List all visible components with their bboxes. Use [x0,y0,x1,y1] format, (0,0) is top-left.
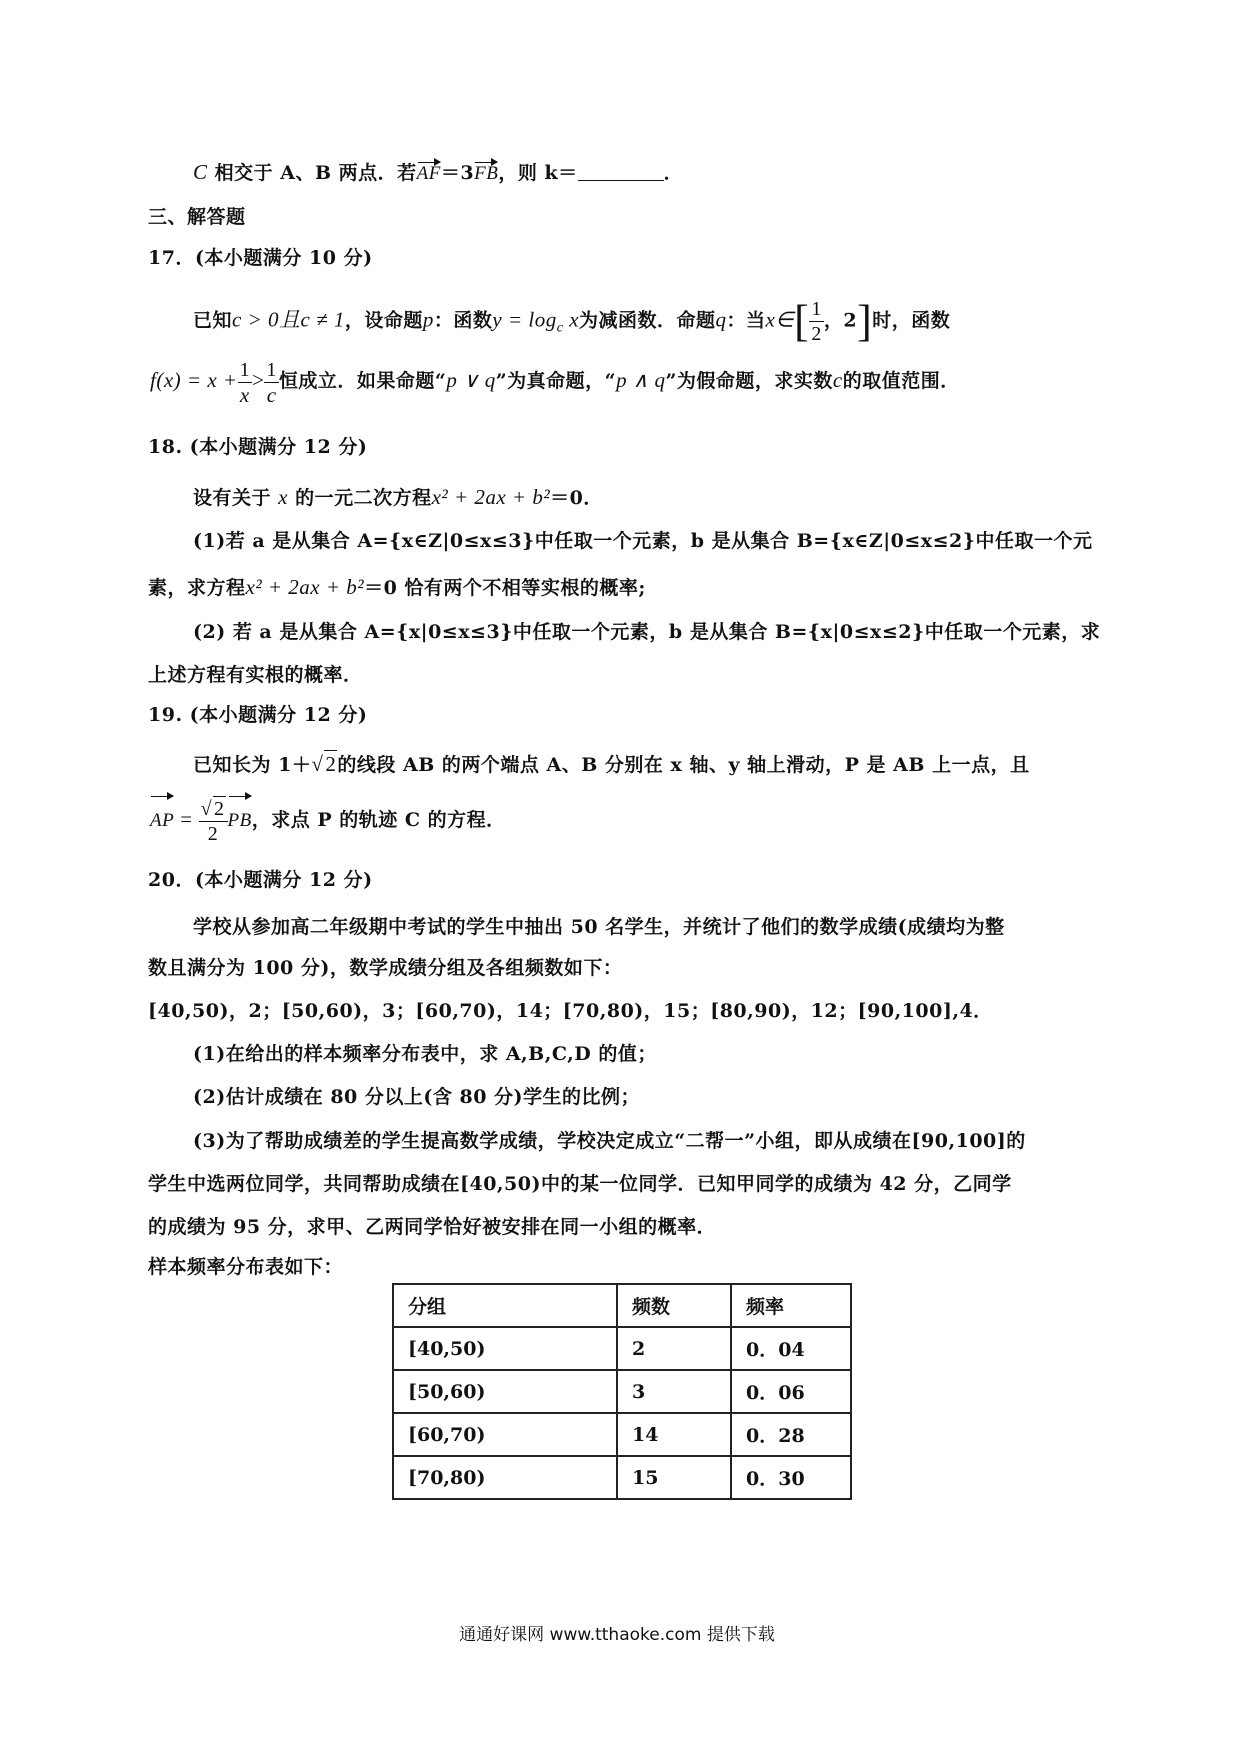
table-cell: 0．04 [731,1327,851,1370]
q20-line-5: (2)估计成绩在 80 分以上(含 80 分)学生的比例； [193,1086,641,1108]
q17-line-1: 已知c > 0且c ≠ 1，设命题p：函数$y = \log_c x$为减函数．命题q：当x∈[ $\frac{1}{2}$ ，2]时，函数 [193,296,951,346]
frequency-table [392,1283,852,1500]
footer-source: 通通好课网 www.tthaoke.com 提供下载 [459,1625,775,1645]
answer-blank [578,160,664,181]
fraction-one-over-c: $\frac{1}{c}$ [266,358,277,407]
q20-line-2: 数且满分为 100 分)，数学成绩分组及各组频数如下： [148,957,623,979]
table-cell: 15 [617,1456,731,1499]
q20-line-8: 的成绩为 95 分，求甲、乙两同学恰好被安排在同一小组的概率． [148,1216,717,1238]
q16-text: ． [663,162,684,184]
table-cell: [70,80) [393,1456,617,1499]
table-cell: 3 [617,1370,731,1413]
q20-line-1: 学校从参加高二年级期中考试的学生中抽出 50 名学生，并统计了他们的数学成绩(成绩均为整 [193,916,1005,938]
q20-line-3: [40,50)，2；[50,60)，3；[60,70)，14；[70,80)，15；[80,90)，12；[90,100],4． [148,1000,993,1022]
q16-text: C [193,160,208,184]
table-cell: 0．28 [731,1413,851,1456]
table-cell: [60,70) [393,1413,617,1456]
section-title: 三、解答题 [148,206,246,228]
q20-line-4: (1)在给出的样本频率分布表中，求 A,B,C,D 的值； [193,1043,657,1065]
table-cell: 2 [617,1327,731,1370]
q18-line-2: (1)若 a 是从集合 A={x∈Z|0≤x≤3}中任取一个元素，b 是从集合 B={x∈Z|0≤x≤2}中任取一个元 [193,530,1093,552]
q19-line-1: 已知长为 1＋√2的线段 AB 的两个端点 A、B 分别在 x 轴、y 轴上滑动，P 是 AB 上一点，且 [193,752,1030,776]
q20-line-9: 样本频率分布表如下： [148,1256,344,1278]
q19-line-2: AP = $\frac{√ 2}{2}$ PB，求点 P 的轨迹 C 的方程． [150,793,506,847]
q16-text: ＝3 [440,162,475,184]
q16-text: 相交于 A、B 两点．若 [207,162,417,184]
fraction-one-over-x: $\frac{1}{x}$ [239,358,251,407]
q20-line-6: (3)为了帮助成绩差的学生提高数学成绩，学校决定成立“二帮一”小组，即从成绩在[90,100]的 [193,1130,1026,1152]
fraction-root2-over-2: $\frac{√ 2}{2}$ [199,796,228,846]
q18-line-1: 设有关于 x 的一元二次方程x² + 2ax + b²＝0． [193,485,603,509]
vector-af: AF [417,161,441,187]
q18-line-5: 上述方程有实根的概率． [148,664,363,686]
q19-heading: 19. (本小题满分 12 分) [148,704,368,726]
sqrt-two: 2 [325,752,337,776]
table-header-cell: 频率 [731,1284,851,1327]
q20-line-7: 学生中选两位同学，共同帮助成绩在[40,50)中的某一位同学．已知甲同学的成绩为 42 分，乙同学 [148,1173,1012,1195]
table-row [393,1327,851,1370]
q18-line-3: 素，求方程x² + 2ax + b²＝0 恰有两个不相等实根的概率; [148,575,646,599]
vector-ap: AP [150,795,174,847]
table-cell: [50,60) [393,1370,617,1413]
table-row [393,1456,851,1499]
table-row [393,1413,851,1456]
table-cell: 0．30 [731,1456,851,1499]
fraction-one-half: $\frac{1}{2}$ [811,298,822,345]
table-header-cell: 频数 [617,1284,731,1327]
q16-text: ，则 k＝ [498,162,578,184]
vector-fb: FB [474,161,498,187]
table-header-row [393,1284,851,1327]
q17-line-2: f(x) = x + $\frac{1}{x}$ > $\frac{1}{c}$ 恒成立．如果命题“p ∨ q”为真命题，“p ∧ q”为假命题，求实数c的取值范围． [150,358,960,407]
q16-tail-line [193,159,683,187]
table-header-cell: 分组 [393,1284,617,1327]
q20-heading: 20．(本小题满分 12 分) [148,869,373,891]
q17-heading: 17．(本小题满分 10 分) [148,247,373,269]
table-cell: [40,50) [393,1327,617,1370]
table-row [393,1370,851,1413]
table-cell: 0．06 [731,1370,851,1413]
q18-line-4: (2) 若 a 是从集合 A={x|0≤x≤3}中任取一个元素，b 是从集合 B={x|0≤x≤2}中任取一个元素，求 [193,621,1101,643]
table-cell: 14 [617,1413,731,1456]
vector-pb: PB [228,795,252,847]
q18-heading: 18. (本小题满分 12 分) [148,436,368,458]
